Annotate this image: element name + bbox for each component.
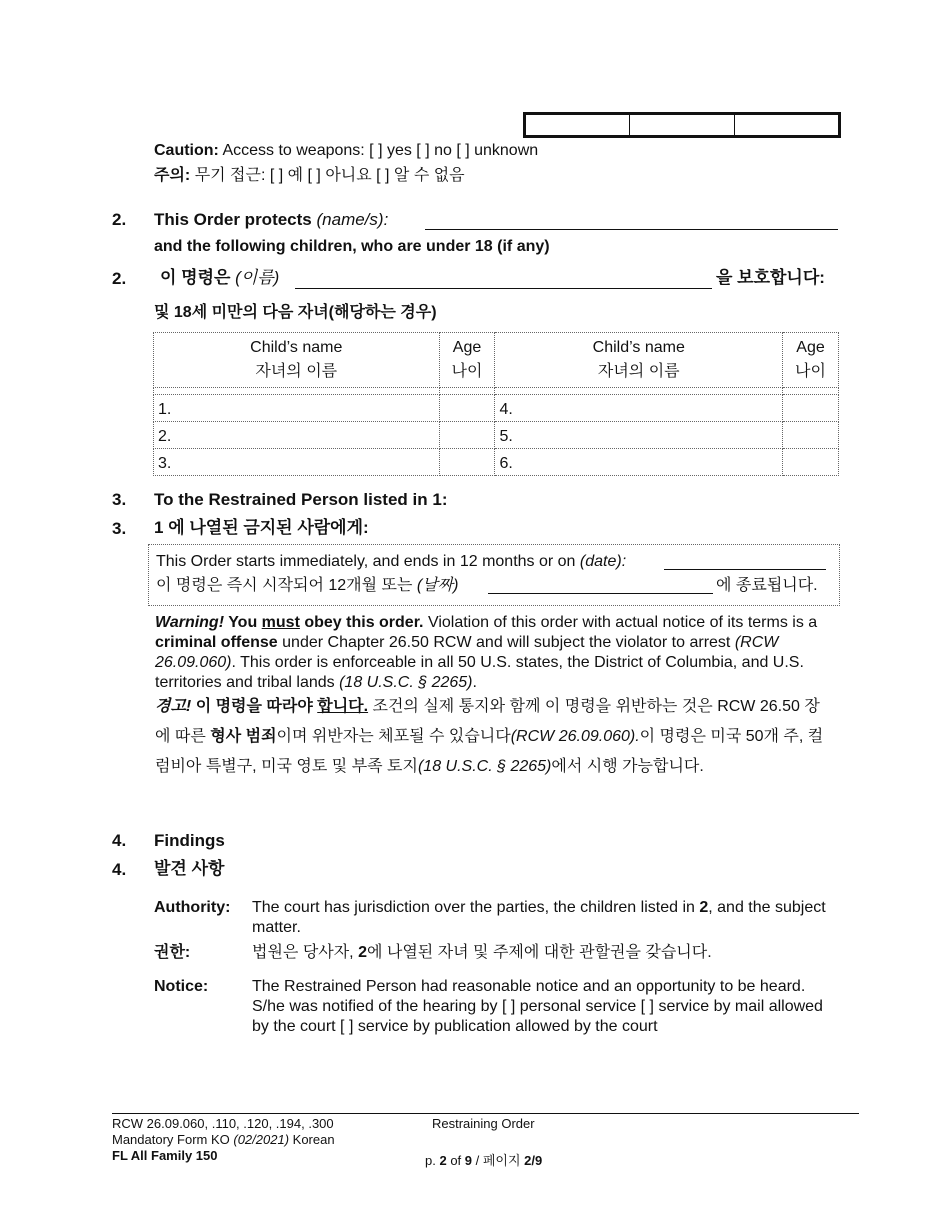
warning-en: Warning! You must obey this order. Violation of this order with actual notice of its terms is a criminal offense under Chapter 26.50 RCW and will subject the violator to arrest (RCW 26.09.060). This order is enforceable in all 50 U.S. states, the District of Columbia, and U.S. territories and tribal lands (18 U.S.C. § 2265). (155, 614, 818, 691)
section-number: 4. (112, 831, 127, 850)
section2-title-en: This Order protects (name/s): (154, 210, 389, 229)
section-number: 4. (112, 860, 127, 879)
section4-title-ko: 발견 사항 (154, 859, 225, 878)
notice-label: Notice: (154, 978, 209, 995)
child-name-cell[interactable]: 2. (154, 422, 440, 449)
section-number: 2. (112, 210, 127, 229)
child-name-cell[interactable]: 5. (495, 422, 783, 449)
authority-label-en: Authority: (154, 899, 231, 916)
footer-divider (112, 1113, 859, 1114)
header-age: Age 나이 (439, 333, 495, 388)
header-child-name: Child’s name 자녀의 이름 (154, 333, 440, 388)
table-row (154, 395, 839, 422)
child-name-cell[interactable]: 3. (154, 449, 440, 476)
protected-name-field[interactable] (425, 229, 838, 230)
end-date-field-ko[interactable] (488, 593, 713, 594)
footer-form-id: FL All Family 150 (112, 1148, 218, 1163)
footer-page: p. 2 of 9 / 페이지 2/9 (425, 1153, 543, 1168)
child-name-cell[interactable]: 4. (495, 395, 783, 422)
order-duration-ko: 이 명령은 즉시 시작되어 12개월 또는 (날짜) (156, 577, 459, 594)
section3-title-en: To the Restrained Person listed in 1: (154, 490, 448, 509)
section2-children-ko: 및 18세 미만의 다음 자녀(해당하는 경우) (154, 304, 437, 321)
table-row (154, 449, 839, 476)
footer-doc-title: Restraining Order (432, 1116, 535, 1131)
authority-text-en: The court has jurisdiction over the parties, the children listed in 2, and the subject matter. (252, 899, 826, 936)
caution-en: Caution: Access to weapons: [ ] yes [ ] no [ ] unknown (154, 142, 539, 159)
section-number: 3. (112, 490, 127, 509)
order-duration-ko-end: 에 종료됩니다. (716, 577, 818, 594)
section-number: 2. (112, 269, 127, 288)
section2-children-en: and the following children, who are under 18 (if any) (154, 238, 550, 255)
section4-title-en: Findings (154, 831, 225, 850)
header-child-name: Child’s name 자녀의 이름 (495, 333, 783, 388)
child-age-cell[interactable] (439, 449, 495, 476)
child-age-cell[interactable] (439, 395, 495, 422)
child-name-cell[interactable]: 1. (154, 395, 440, 422)
authority-label-ko: 권한: (154, 944, 191, 961)
section2-protects-ko: 을 보호합니다: (716, 268, 825, 287)
section2-title-ko: 이 명령은 (이름) (160, 268, 280, 287)
section3-title-ko: 1 에 나열된 금지된 사람에게: (154, 518, 369, 537)
table-row (154, 422, 839, 449)
section-number: 3. (112, 519, 127, 538)
protected-name-field-ko[interactable] (295, 288, 712, 289)
header-age: Age 나이 (783, 333, 839, 388)
child-age-cell[interactable] (783, 395, 839, 422)
case-number-box (523, 112, 841, 138)
child-age-cell[interactable] (783, 422, 839, 449)
warning-ko: 경고! 이 명령을 따라야 합니다. 조건의 실제 통지와 함께 이 명령을 위반하는 것은 RCW 26.50 장에 따른 형사 범죄이며 위반자는 체포될 수 있습니다(RCW 26.09.060).이 명령은 미국 50개 주, 컬럼비아 특별구, 미국 영토 및 부족 토지(18 U.S.C. § 2265)에서 시행 가능합니다. (155, 698, 824, 775)
footer-form: Mandatory Form KO (02/2021) Korean (112, 1132, 335, 1147)
caution-ko: 주의: 무기 접근: [ ] 예 [ ] 아니요 [ ] 알 수 없음 (154, 167, 465, 184)
notice-text: The Restrained Person had reasonable notice and an opportunity to be heard. S/he was notified of the hearing by [ ] personal service [ ] service by mail allowed by the court [ ] service by publication allowed by the court (252, 978, 823, 1035)
children-table (153, 332, 839, 476)
end-date-field[interactable] (664, 569, 826, 570)
child-name-cell[interactable]: 6. (495, 449, 783, 476)
footer-statutes: RCW 26.09.060, .110, .120, .194, .300 (112, 1116, 334, 1131)
order-duration-en: This Order starts immediately, and ends in 12 months or on (date): (156, 553, 627, 570)
authority-text-ko: 법원은 당사자, 2에 나열된 자녀 및 주제에 대한 관할권을 갖습니다. (252, 944, 712, 961)
child-age-cell[interactable] (439, 422, 495, 449)
child-age-cell[interactable] (783, 449, 839, 476)
